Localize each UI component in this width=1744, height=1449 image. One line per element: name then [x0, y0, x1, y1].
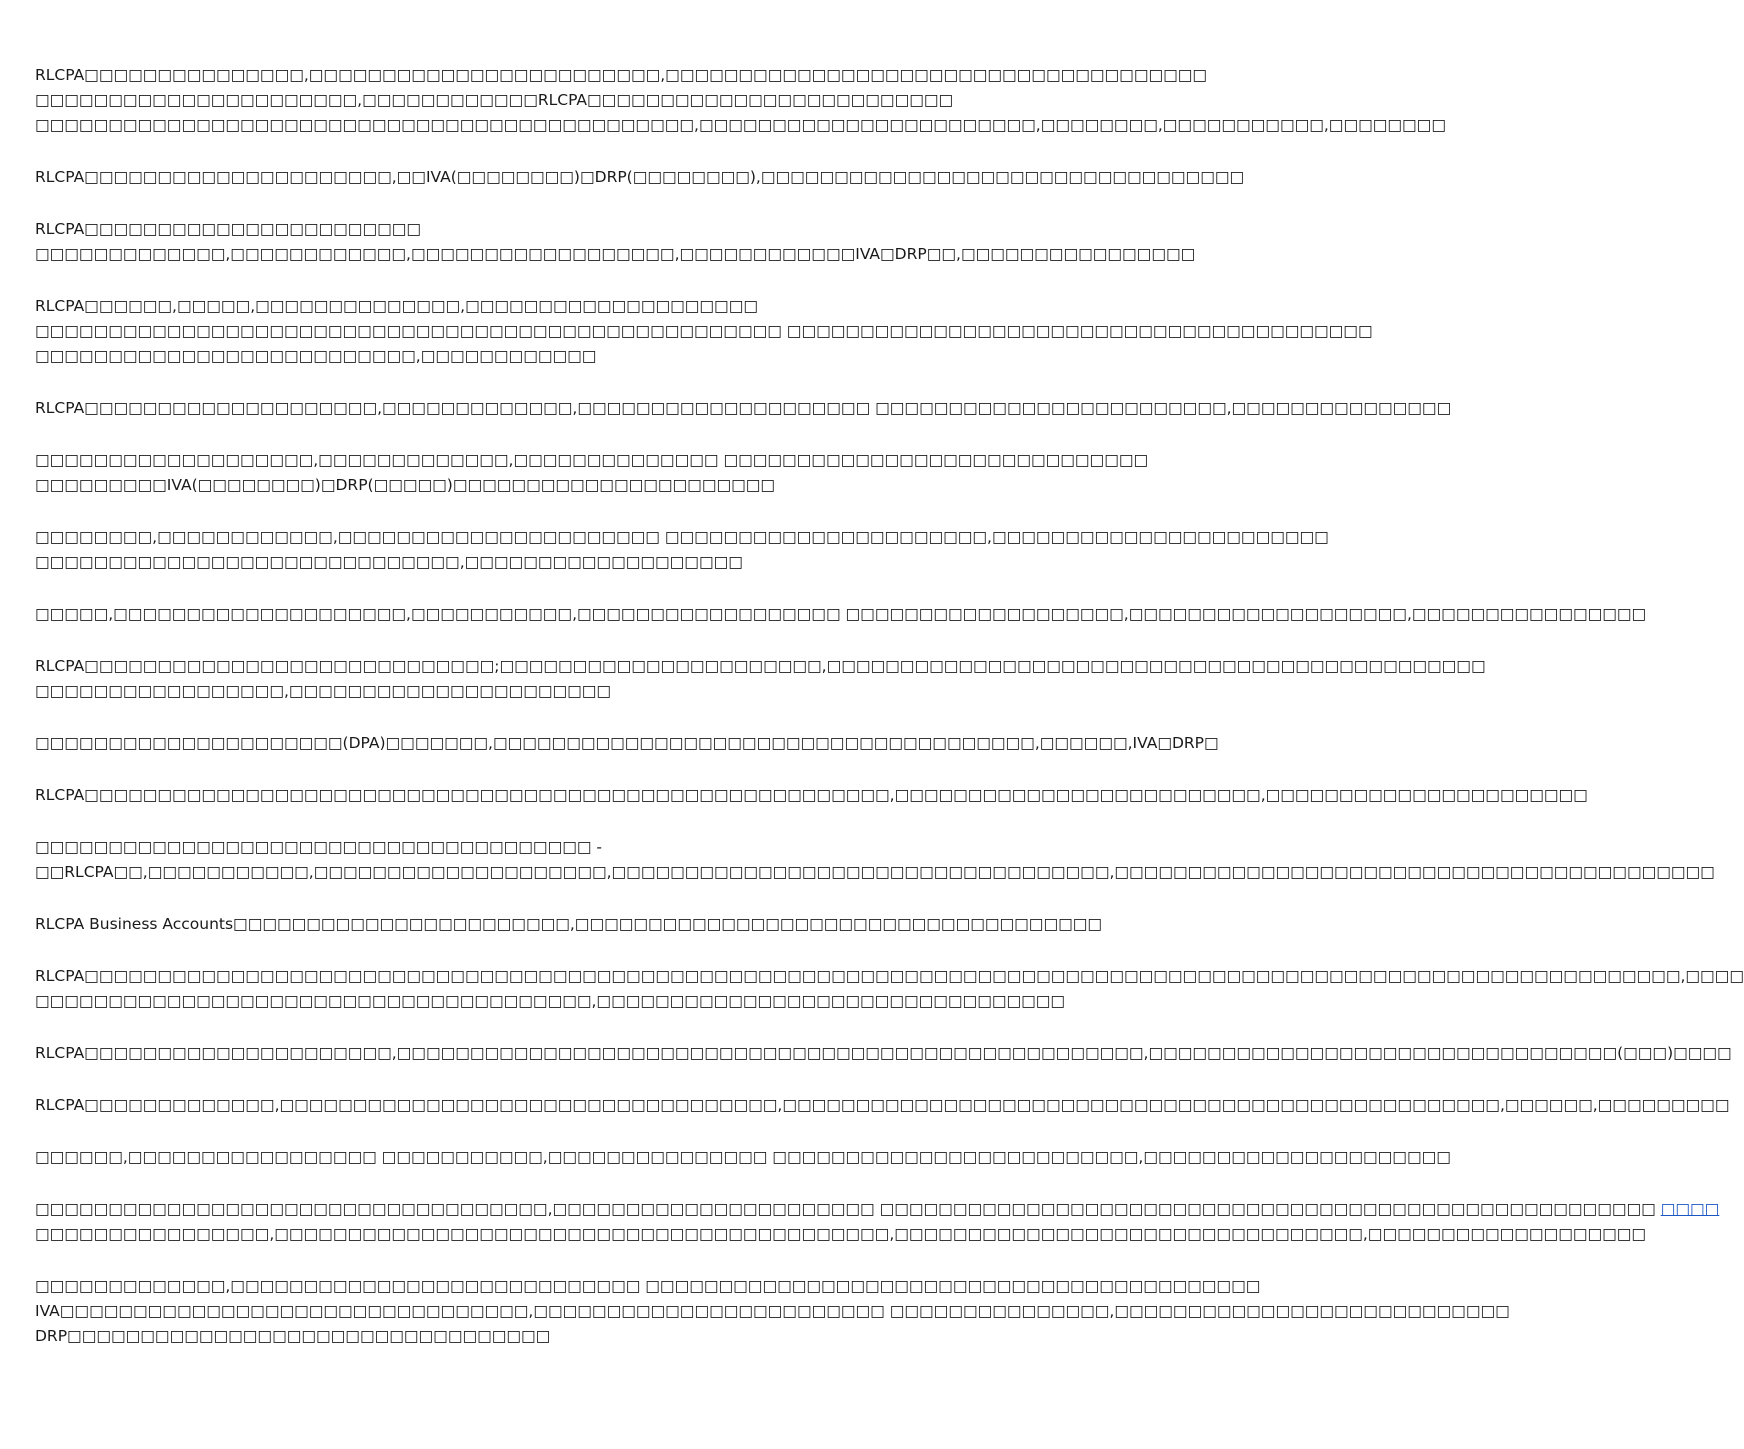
paragraph — [35, 964, 1744, 1014]
paragraph — [35, 783, 1588, 808]
paragraph-line: RLCPA□□□□□□,□□□□□,□□□□□□□□□□□□□□,□□□□□□□□□□□□□□□□□□□□ — [35, 297, 758, 315]
paragraph — [35, 1274, 1510, 1349]
paragraph — [35, 654, 1486, 704]
paragraph-line-with-link — [35, 1197, 1720, 1222]
paragraph-line: □□□□□□□□□□□□□□□□□□□□□□□□□□□□□,□□□□□□□□□□□□□□□□□□□ — [35, 553, 743, 571]
paragraph-line: DRP□□□□□□□□□□□□□□□□□□□□□□□□□□□□□□□□□ — [35, 1327, 551, 1345]
paragraph — [35, 1093, 1730, 1118]
paragraph — [35, 1041, 1732, 1066]
paragraph-line: RLCPA□□□□□□□□□□□□□□□□□□□□□□□□□□□□;□□□□□□□□□□□□□□□□□□□□□□,□□□□□□□□□□□□□□□□□□□□□□□□□□□□□□□□□□□□□□□□□□□□□ — [35, 657, 1486, 675]
paragraph-line: □□□□□□□□□□□□□,□□□□□□□□□□□□,□□□□□□□□□□□□□□□□□□,□□□□□□□□□□□□IVA□DRP□□,□□□□□□□□□□□□□□□□ — [35, 245, 1196, 263]
paragraph — [35, 1197, 1720, 1247]
paragraph — [35, 602, 1647, 627]
paragraph-line: □□□□□□□□□□□□□□□□□,□□□□□□□□□□□□□□□□□□□□□□ — [35, 682, 612, 700]
paragraph-line: □□□□□□□□□□□□□□□□□□□□□□□□□□□□□□□□□□□□□□,□□□□□□□□□□□□□□□□□□□□□□□□□□□□□□□□ — [35, 992, 1066, 1010]
paragraph — [35, 217, 1196, 267]
paragraph-line: □□□□□□□□□□□□□□□□□□□□□□□□□□□□□□□□□□□□□□□□□□□□□,□□□□□□□□□□□□□□□□□□□□□□□,□□□□□□□□,□□□□□□□□□□□,□□□□□□□□ — [35, 116, 1446, 134]
paragraph-line: □□□□□□□□□IVA(□□□□□□□□)□DRP(□□□□□)□□□□□□□□□□□□□□□□□□□□□□ — [35, 476, 776, 494]
paragraph — [35, 294, 1373, 369]
paragraph-line: □□□□□□□□□□□□□,□□□□□□□□□□□□□□□□□□□□□□□□□□□□ □□□□□□□□□□□□□□□□□□□□□□□□□□□□□□□□□□□□□□□□□□ — [35, 1277, 1261, 1295]
paragraph — [35, 731, 1219, 756]
line-text: □□□□□□□□□□□□□□□□□□□□□□□□□□□□□□□□□□□,□□□□□□□□□□□□□□□□□□□□□□ □□□□□□□□□□□□□□□□□□□□□□□□□□□□□□□□□□□□□□□□□□□□□□□□□□□□□ — [35, 1200, 1661, 1218]
paragraph — [35, 63, 1446, 138]
paragraph-line: RLCPA□□□□□□□□□□□□□□□□□□□□□□□□□□□□□□□□□□□□□□□□□□□□□□□□□□□□□□□,□□□□□□□□□□□□□□□□□□□□□□□□□,□□□□□□□□□□□□□□□□□□□□□□ — [35, 786, 1588, 804]
paragraph-line: RLCPA□□□□□□□□□□□□□□□□□□□□□□□□□□□□□□□□□□□□□□□□□□□□□□□□□□□□□□□□□□□□□□□□□□□□□□□□□□□□□□□□□□□□□□□□□□□□□□□□□□□□□□□□□□□□□,□□□□ — [35, 967, 1744, 985]
paragraph-line: □□□□□□□□□□□□□□□□□□□□□□,□□□□□□□□□□□□RLCPA□□□□□□□□□□□□□□□□□□□□□□□□□ — [35, 91, 954, 109]
paragraph-line: □□□□□□□□□□□□□□□□□□□□□□□□□□,□□□□□□□□□□□□ — [35, 347, 597, 365]
paragraph-line: □□□□□□□□□□□□□□□□□□□,□□□□□□□□□□□□□,□□□□□□□□□□□□□□ □□□□□□□□□□□□□□□□□□□□□□□□□□□□□ — [35, 451, 1149, 469]
paragraph — [35, 912, 1103, 937]
paragraph-line: RLCPA□□□□□□□□□□□□□□□,□□□□□□□□□□□□□□□□□□□□□□□□,□□□□□□□□□□□□□□□□□□□□□□□□□□□□□□□□□□□□□ — [35, 66, 1208, 84]
paragraph-line: □□□□□□□□,□□□□□□□□□□□□,□□□□□□□□□□□□□□□□□□□□□□ □□□□□□□□□□□□□□□□□□□□□□,□□□□□□□□□□□□□□□□□□□□□□□ — [35, 528, 1329, 546]
paragraph — [35, 448, 1149, 498]
paragraph — [35, 525, 1329, 575]
paragraph-line: □□□□□□□□□□□□□□□□□□□□□□□□□□□□□□□□□□□□□□□□□□□□□□□□□□□ □□□□□□□□□□□□□□□□□□□□□□□□□□□□□□□□□□□□□□□□ — [35, 322, 1373, 340]
paragraph-line: RLCPA□□□□□□□□□□□□□□□□□□□□□□□ — [35, 220, 422, 238]
paragraph-line: □□RLCPA□□,□□□□□□□□□□□,□□□□□□□□□□□□□□□□□□□□,□□□□□□□□□□□□□□□□□□□□□□□□□□□□□□□□□□,□□□□□□□□□□□□□□□□□□□□□□□□□□□□□□□□□□□□□□□□□ — [35, 863, 1715, 881]
paragraph-line: IVA□□□□□□□□□□□□□□□□□□□□□□□□□□□□□□□□,□□□□□□□□□□□□□□□□□□□□□□□□ □□□□□□□□□□□□□□□,□□□□□□□□□□□□□□□□□□□□□□□□□□□ — [35, 1302, 1510, 1320]
paragraph-line: □□□□□□□□□□□□□□□□,□□□□□□□□□□□□□□□□□□□□□□□□□□□□□□□□□□□□□□□□□□,□□□□□□□□□□□□□□□□□□□□□□□□□□□□□□□□,□□□□□□□□□□□□□□□□□□□ — [35, 1225, 1647, 1243]
paragraph-line: □□□□□□□□□□□□□□□□□□□□□(DPA)□□□□□□□,□□□□□□□□□□□□□□□□□□□□□□□□□□□□□□□□□□□□□,□□□□□□,IVA□DRP□ — [35, 734, 1219, 752]
paragraph-line: □□□□□□□□□□□□□□□□□□□□□□□□□□□□□□□□□□□□□□ - — [35, 838, 603, 856]
paragraph — [35, 835, 1715, 885]
paragraph-line: RLCPA□□□□□□□□□□□□□□□□□□□□,□□□□□□□□□□□□□,□□□□□□□□□□□□□□□□□□□□ □□□□□□□□□□□□□□□□□□□□□□□□,□□□□□□□□□□□□□□□ — [35, 399, 1452, 417]
paragraph — [35, 396, 1452, 421]
paragraph-line: RLCPA□□□□□□□□□□□□□□□□□□□□□,□□IVA(□□□□□□□□)□DRP(□□□□□□□□),□□□□□□□□□□□□□□□□□□□□□□□□□□□□□□□□□ — [35, 168, 1245, 186]
paragraph-line: □□□□□□,□□□□□□□□□□□□□□□□□ □□□□□□□□□□□,□□□□□□□□□□□□□□□ □□□□□□□□□□□□□□□□□□□□□□□□□,□□□□□□□□□□□□□□□□□□□□□ — [35, 1148, 1451, 1166]
paragraph — [35, 1145, 1451, 1170]
paragraph — [35, 165, 1245, 190]
inline-link[interactable]: □□□□ — [1660, 1200, 1720, 1218]
paragraph-line: □□□□□,□□□□□□□□□□□□□□□□□□□□,□□□□□□□□□□□,□□□□□□□□□□□□□□□□□□ □□□□□□□□□□□□□□□□□□□,□□□□□□□□□□□□□□□□□□□,□□□□□□□□□□□□□□□□ — [35, 605, 1647, 623]
paragraph-line: RLCPA□□□□□□□□□□□□□□□□□□□□□,□□□□□□□□□□□□□□□□□□□□□□□□□□□□□□□□□□□□□□□□□□□□□□□□□□□,□□□□□□□□□□□□□□□□□□□□□□□□□□□□□□□□(□□□)□□□□ — [35, 1044, 1732, 1062]
document-page — [35, 63, 1744, 1376]
paragraph-line: RLCPA Business Accounts□□□□□□□□□□□□□□□□□□□□□□□,□□□□□□□□□□□□□□□□□□□□□□□□□□□□□□□□□□□□ — [35, 915, 1103, 933]
paragraph-line: RLCPA□□□□□□□□□□□□□,□□□□□□□□□□□□□□□□□□□□□□□□□□□□□□□□□□,□□□□□□□□□□□□□□□□□□□□□□□□□□□□□□□□□□□□□□□□□□□□□□□□□,□□□□□□,□□□□□□□□□ — [35, 1096, 1730, 1114]
